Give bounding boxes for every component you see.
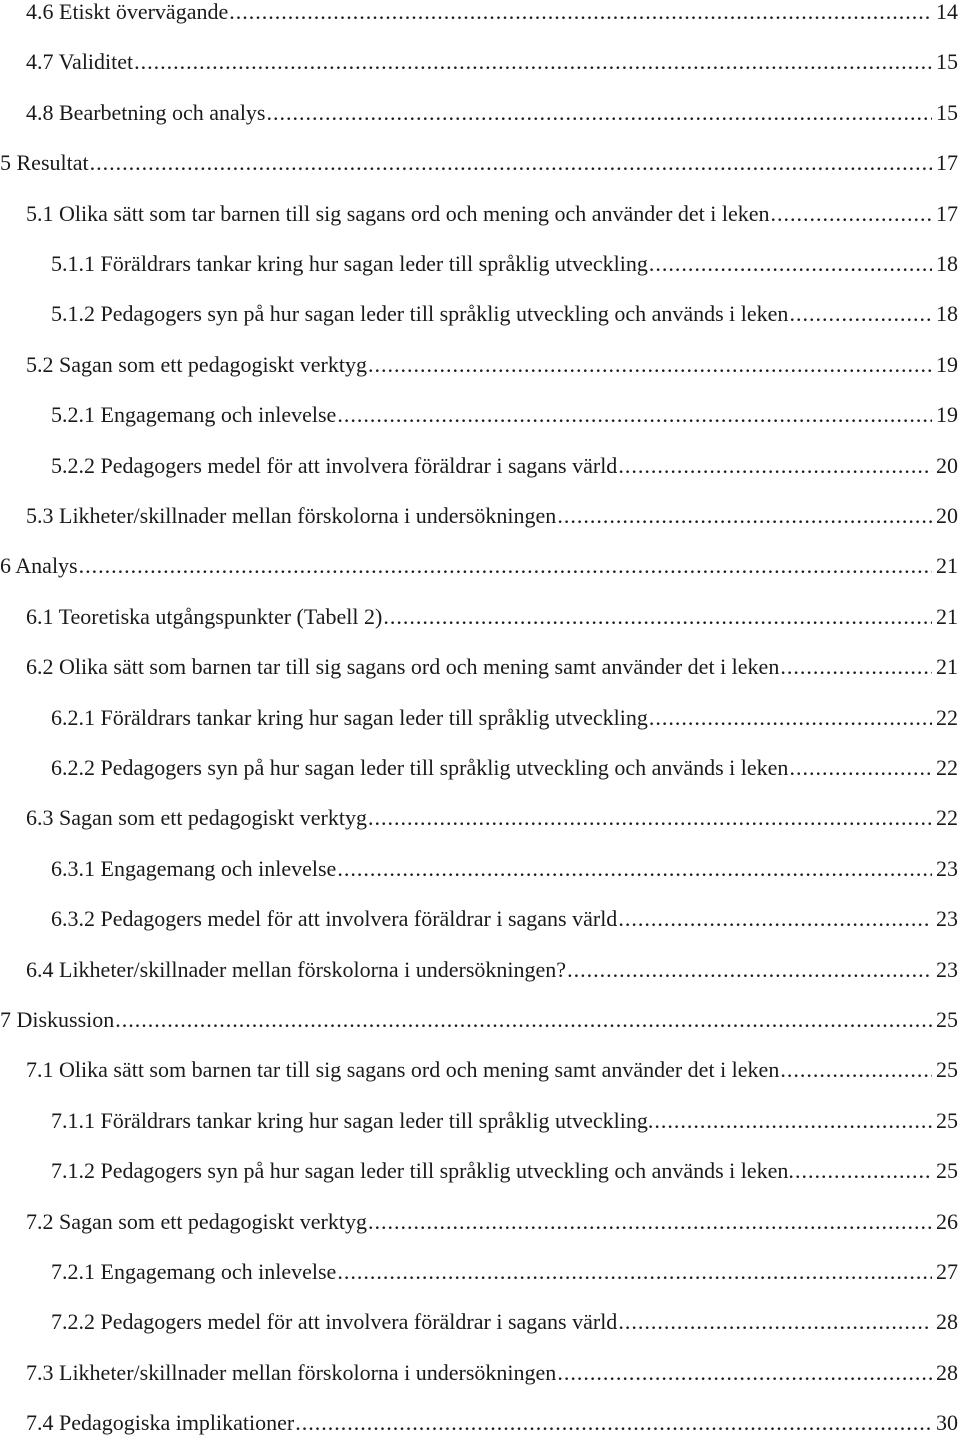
toc-dot-leader: [618, 906, 932, 932]
toc-entry-title: 5.1 Olika sätt som tar barnen till sig sagans ord och mening och använder det i leken: [26, 200, 770, 226]
toc-dot-leader: [229, 0, 932, 25]
toc-entry-title: 6.3.2 Pedagogers medel för att involvera föräldrar i sagans värld: [51, 906, 618, 932]
toc-entry-title: 5 Resultat: [0, 150, 89, 176]
toc-dot-leader: [368, 352, 932, 378]
toc-dot-leader: [618, 453, 932, 479]
toc-dot-leader: [368, 805, 932, 831]
toc-entry-page-number: 21: [936, 603, 958, 629]
toc-entry-title: 7.1.1 Föräldrars tankar kring hur sagan leder till språklig utveckling.: [51, 1107, 654, 1133]
toc-entry-page-number: 19: [936, 402, 958, 428]
toc-entry-page-number: 27: [936, 1259, 958, 1284]
toc-entry-title: 6.2.2 Pedagogers syn på hur sagan leder till språklig utveckling och används i leken: [51, 755, 789, 780]
toc-entry-page-number: 17: [936, 200, 958, 226]
toc-entry-title: 4.6 Etiskt övervägande: [26, 0, 229, 24]
toc-dot-leader: [618, 1309, 932, 1335]
toc-dot-leader: [649, 251, 932, 277]
toc-entry-page-number: 19: [936, 351, 958, 377]
toc-entry-page-number: 15: [936, 99, 958, 125]
toc-entry[interactable]: [26, 1360, 958, 1386]
toc-dot-leader: [789, 755, 932, 781]
toc-entry-page-number: 22: [936, 704, 958, 730]
toc-entry[interactable]: [26, 503, 958, 529]
toc-dot-leader: [795, 1158, 932, 1184]
toc-entry[interactable]: [0, 1007, 958, 1033]
toc-dot-leader: [557, 503, 932, 529]
toc-entry[interactable]: [0, 150, 958, 176]
toc-dot-leader: [79, 553, 932, 579]
toc-dot-leader: [771, 201, 932, 227]
toc-entry[interactable]: [51, 755, 958, 781]
toc-entry-page-number: 25: [936, 1057, 958, 1083]
toc-entry-title: 7.1.2 Pedagogers syn på hur sagan leder till språklig utveckling och används i leken.: [51, 1158, 794, 1184]
toc-entry-title: 6 Analys: [0, 553, 78, 579]
toc-entry[interactable]: [51, 705, 958, 731]
toc-entry-title: 7.2.1 Engagemang och inlevelse: [51, 1259, 337, 1284]
toc-entry-page-number: 23: [936, 906, 958, 932]
toc-entry-page-number: 17: [936, 150, 958, 176]
toc-dot-leader: [649, 705, 932, 731]
toc-entry[interactable]: [51, 251, 958, 277]
toc-entry-title: 5.2.2 Pedagogers medel för att involvera föräldrar i sagans värld: [51, 452, 618, 478]
toc-dot-leader: [383, 604, 932, 630]
toc-entry-page-number: 20: [936, 503, 958, 528]
toc-entry-title: 5.1.2 Pedagogers syn på hur sagan leder till språklig utveckling och används i leken: [51, 301, 789, 327]
toc-dot-leader: [267, 100, 933, 126]
toc-entry-title: 7.2.2 Pedagogers medel för att involvera föräldrar i sagans värld: [51, 1309, 618, 1335]
toc-entry[interactable]: [51, 1259, 958, 1285]
toc-entry[interactable]: [26, 49, 958, 75]
toc-entry-page-number: 22: [936, 805, 958, 831]
toc-dot-leader: [780, 654, 932, 680]
toc-entry[interactable]: [26, 1410, 958, 1436]
toc-entry[interactable]: [51, 453, 958, 479]
toc-entry-title: 4.7 Validitet: [26, 49, 134, 75]
toc-entry-page-number: 26: [936, 1208, 958, 1234]
toc-entry[interactable]: [0, 553, 958, 579]
toc-entry-title: 5.1.1 Föräldrars tankar kring hur sagan leder till språklig utveckling: [51, 251, 648, 276]
toc-entry-page-number: 23: [936, 855, 958, 881]
toc-entry-title: 6.3 Sagan som ett pedagogiskt verktyg: [26, 805, 367, 831]
toc-entry-title: 5.2 Sagan som ett pedagogiskt verktyg: [26, 351, 367, 377]
toc-dot-leader: [134, 49, 932, 75]
toc-entry-page-number: 18: [936, 301, 958, 327]
toc-dot-leader: [337, 856, 932, 882]
toc-entry[interactable]: [26, 100, 958, 126]
toc-entry-page-number: 25: [936, 1107, 958, 1133]
toc-entry-page-number: 28: [936, 1309, 958, 1335]
toc-entry-title: 7.4 Pedagogiska implikationer: [26, 1410, 295, 1436]
toc-entry-title: 7.2 Sagan som ett pedagogiskt verktyg: [26, 1208, 367, 1234]
toc-dot-leader: [780, 1057, 932, 1083]
toc-entry[interactable]: [51, 906, 958, 932]
toc-dot-leader: [295, 1410, 932, 1436]
toc-entry-page-number: 25: [936, 1007, 958, 1032]
toc-entry-title: 6.4 Likheter/skillnader mellan förskolorna i undersökningen?: [26, 956, 567, 982]
toc-entry[interactable]: [26, 654, 958, 680]
toc-dot-leader: [557, 1360, 932, 1386]
toc-entry-page-number: 21: [936, 654, 958, 680]
toc-dot-leader: [90, 150, 932, 176]
toc-entry-page-number: 21: [936, 553, 958, 579]
toc-entry[interactable]: [26, 201, 958, 227]
toc-entry-page-number: 20: [936, 452, 958, 478]
toc-entry-title: 5.3 Likheter/skillnader mellan förskolorna i undersökningen: [26, 503, 557, 528]
toc-entry[interactable]: [26, 1057, 958, 1083]
toc-entry-title: 6.2 Olika sätt som barnen tar till sig sagans ord och mening samt använder det i leken: [26, 654, 780, 680]
toc-entry[interactable]: [51, 402, 958, 428]
toc-entry-page-number: 15: [936, 49, 958, 75]
toc-entry[interactable]: [26, 805, 958, 831]
toc-entry-page-number: 22: [936, 755, 958, 780]
toc-entry[interactable]: [26, 352, 958, 378]
toc-entry-title: 7.1 Olika sätt som barnen tar till sig sagans ord och mening samt använder det i leken: [26, 1057, 780, 1083]
toc-entry[interactable]: [51, 1309, 958, 1335]
toc-dot-leader: [115, 1007, 932, 1033]
toc-entry-title: 5.2.1 Engagemang och inlevelse: [51, 402, 337, 428]
toc-entry-title: 6.1 Teoretiska utgångspunkter (Tabell 2): [26, 603, 383, 629]
toc-entry-title: 6.2.1 Föräldrars tankar kring hur sagan leder till språklig utveckling: [51, 704, 648, 730]
toc-dot-leader: [337, 402, 932, 428]
toc-entry[interactable]: [26, 0, 958, 25]
toc-entry-page-number: 14: [936, 0, 958, 24]
toc-entry-page-number: 30: [936, 1410, 958, 1436]
toc-entry-title: 4.8 Bearbetning och analys: [26, 99, 266, 125]
toc-entry-title: 6.3.1 Engagemang och inlevelse: [51, 855, 337, 881]
toc-entry-title: 7 Diskussion: [0, 1007, 115, 1032]
toc-entry[interactable]: [51, 301, 958, 327]
toc-dot-leader: [789, 301, 932, 327]
toc-entry-page-number: 25: [936, 1158, 958, 1184]
toc-entry[interactable]: [51, 1108, 958, 1134]
toc-entry-page-number: 18: [936, 251, 958, 276]
toc-entry[interactable]: [26, 1209, 958, 1235]
toc-entry[interactable]: [51, 856, 958, 882]
toc-entry[interactable]: [26, 604, 958, 630]
toc-dot-leader: [337, 1259, 932, 1285]
toc-entry[interactable]: [26, 957, 958, 983]
toc-entry-page-number: 28: [936, 1359, 958, 1385]
toc-entry-page-number: 23: [936, 956, 958, 982]
toc-entry-title: 7.3 Likheter/skillnader mellan förskolorna i undersökningen: [26, 1359, 557, 1385]
toc-entry[interactable]: [51, 1158, 958, 1184]
toc-dot-leader: [368, 1209, 932, 1235]
toc-dot-leader: [567, 957, 932, 983]
toc-dot-leader: [654, 1108, 932, 1134]
